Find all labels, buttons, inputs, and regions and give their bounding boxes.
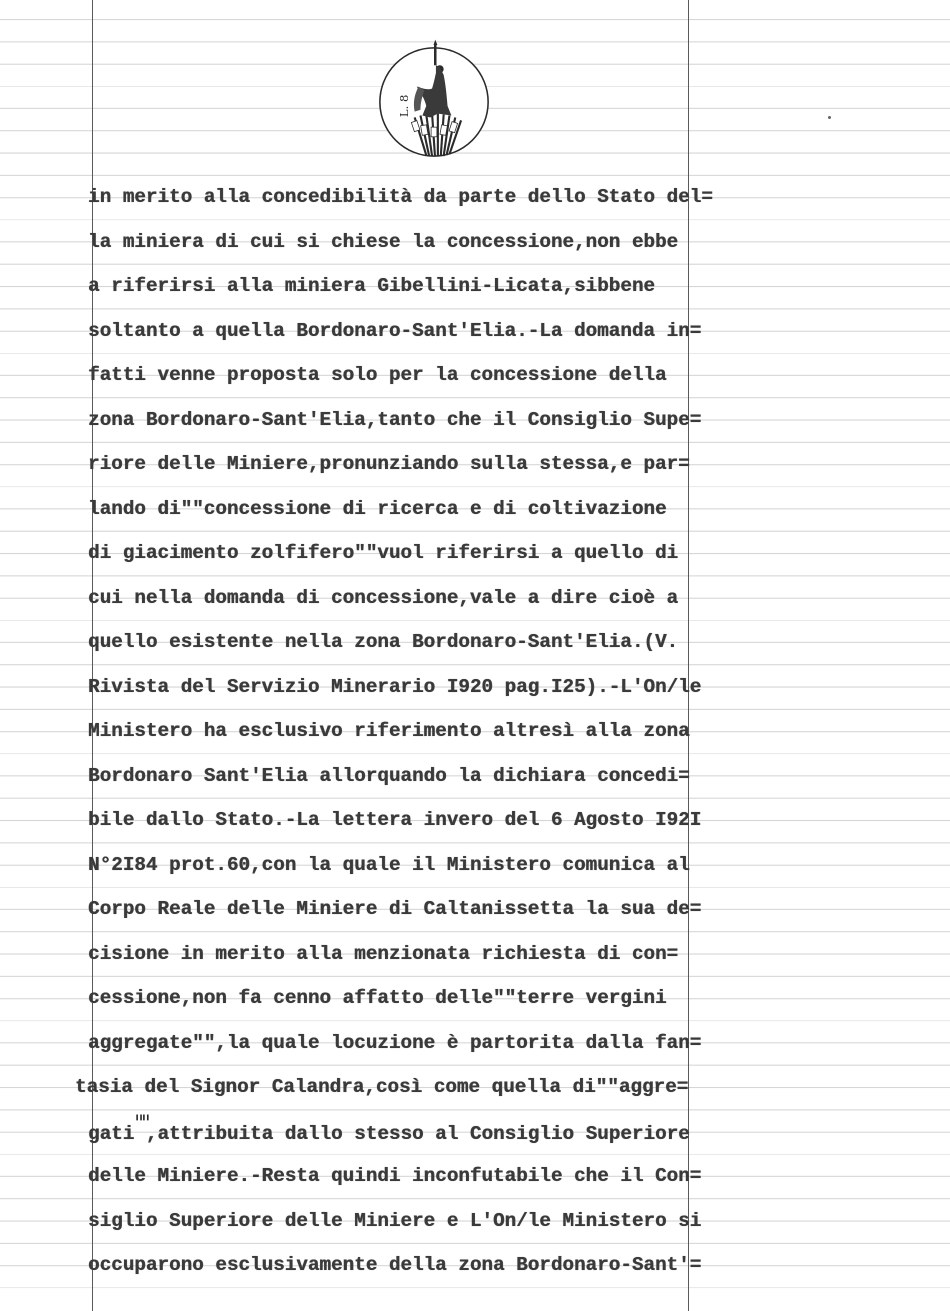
text-line: delle Miniere.-Resta quindi inconfutabile che il Con= — [88, 1165, 702, 1187]
handwritten-quote-mark: "" — [134, 1110, 148, 1135]
text-line: in merito alla concedibilità da parte dello Stato del= — [88, 186, 713, 208]
text-line: cui nella domanda di concessione,vale a dire cioè a — [88, 586, 679, 609]
text-line: cisione in merito alla menzionata richiesta di con= — [88, 942, 679, 965]
text-line: Ministero ha esclusivo riferimento altresì alla zona — [88, 720, 690, 742]
text-segment: ,attribuita dallo stesso al Consiglio Superiore — [145, 1122, 690, 1145]
revenue-stamp — [376, 38, 492, 166]
text-line: la miniera di cui si chiese la concessione,non ebbe — [88, 230, 679, 253]
text-line: siglio Superiore delle Miniere e L'On/le Ministero si — [88, 1209, 702, 1232]
text-segment: gati — [88, 1122, 135, 1145]
text-line: N°2I84 prot.60,con la quale il Ministero comunica al — [88, 853, 690, 876]
text-line: cessione,non fa cenno affatto delle""terre vergini — [88, 987, 667, 1009]
text-line: di giacimento zolfifero""vuol riferirsi a quello di — [88, 542, 679, 564]
text-line: quello esistente nella zona Bordonaro-Sant'Elia.(V. — [88, 631, 679, 653]
text-line: Corpo Reale delle Miniere di Caltanissetta la sua de= — [88, 898, 702, 920]
text-line: a riferirsi alla miniera Gibellini-Licata,sibbene — [88, 275, 655, 297]
text-line: zona Bordonaro-Sant'Elia,tanto che il Consiglio Supe= — [88, 408, 702, 431]
text-line: riore delle Miniere,pronunziando sulla stessa,e par= — [88, 453, 690, 475]
text-line: bile dallo Stato.-La lettera invero del 6 Agosto I92I — [88, 809, 702, 831]
text-line: Bordonaro Sant'Elia allorquando la dichiara concedi= — [88, 764, 690, 787]
text-line: tasia del Signor Calandra,così come quella di""aggre= — [75, 1076, 689, 1098]
text-line: Rivista del Servizio Minerario I920 pag.I25).-L'On/le — [88, 675, 702, 698]
text-line: fatti venne proposta solo per la concessione della — [88, 364, 667, 386]
stamp-denomination: L. 8 — [396, 94, 411, 118]
text-line: lando di""concessione di ricerca e di coltivazione — [88, 497, 667, 520]
paper-speck — [828, 116, 831, 119]
text-line: soltanto a quella Bordonaro-Sant'Elia.-La domanda in= — [88, 319, 702, 342]
typewritten-body — [75, 175, 788, 1288]
text-line: occuparono esclusivamente della zona Bordonaro-Sant'= — [88, 1254, 702, 1276]
text-line-annotated — [88, 1110, 788, 1155]
text-line: aggregate"",la quale locuzione è partorita dalla fan= — [88, 1031, 702, 1054]
